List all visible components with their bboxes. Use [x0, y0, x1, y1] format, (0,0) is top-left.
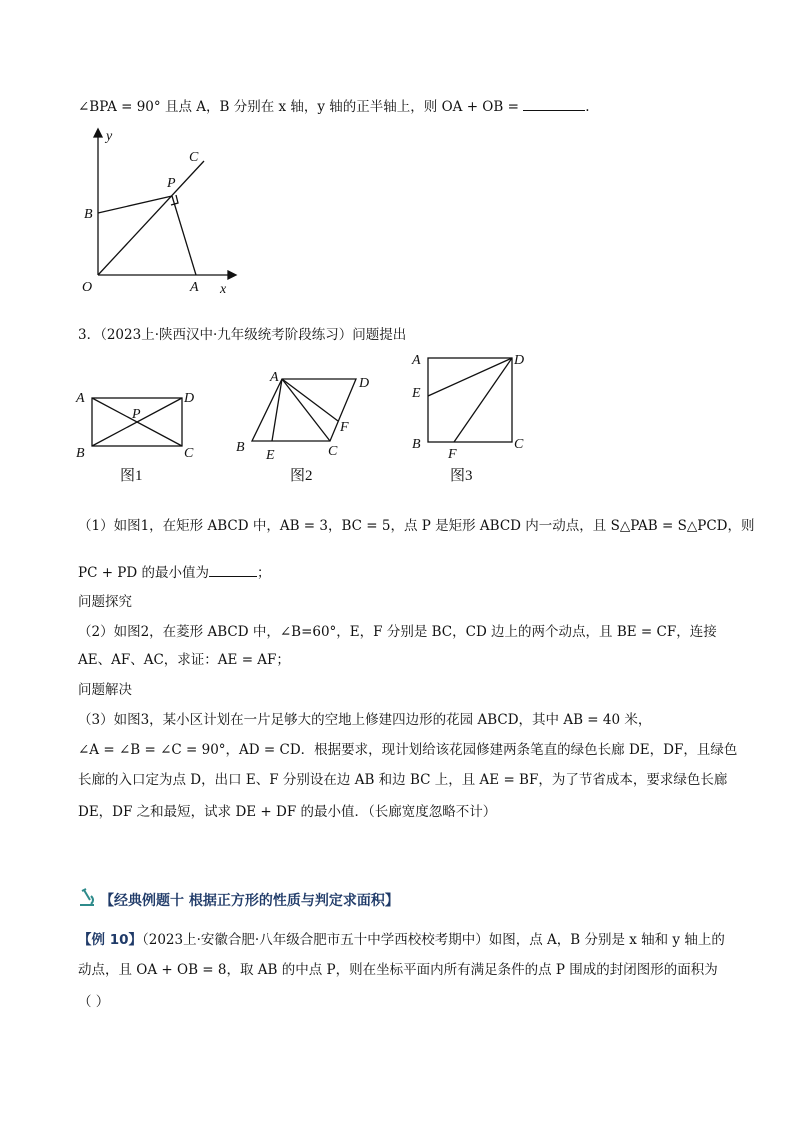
svg-text:P: P — [132, 407, 141, 422]
q2-text: ∠BPA = 90° 且点 A，B 分别在 x 轴，y 轴的正半轴上，则 OA + OB = — [78, 99, 524, 115]
svg-text:A: A — [76, 391, 85, 406]
svg-text:A: A — [412, 353, 421, 368]
q3-solve-label: 问题解决 — [78, 682, 132, 698]
svg-text:E: E — [266, 448, 275, 463]
figure-2 — [232, 365, 382, 483]
q3-part1-line1: （1）如图1，在矩形 ABCD 中，AB = 3，BC = 5，点 P 是矩形 ABCD 内一动点，且 S△PAB = S△PCD，则 — [78, 518, 755, 534]
answer-blank — [209, 562, 257, 577]
label-y: y — [106, 129, 113, 144]
label-p: P — [167, 176, 176, 191]
example-tag: 【例 10】 — [78, 932, 142, 948]
segment-pa — [172, 196, 196, 275]
svg-text:D: D — [184, 391, 195, 406]
figure-3 — [406, 350, 536, 483]
svg-text:B: B — [412, 437, 421, 452]
q3-part3-line1: （3）如图3，某小区计划在一片足够大的空地上修建四边形的花园 ABCD，其中 AB = 40 米， — [78, 712, 652, 728]
label-a: A — [190, 280, 199, 295]
line-oc — [98, 161, 204, 275]
x-axis-arrow-icon — [228, 271, 236, 279]
example10-line3: （ ） — [78, 994, 110, 1010]
svg-text:F: F — [448, 447, 457, 462]
label-b: B — [84, 207, 93, 222]
q2-line1: ∠BPA = 90° 且点 A，B 分别在 x 轴，y 轴的正半轴上，则 OA + OB = . — [78, 96, 590, 117]
label-x: x — [220, 282, 227, 297]
section-title: 【经典例题十 根据正方形的性质与判定求面积】 — [100, 893, 399, 909]
square-abcd — [428, 358, 512, 442]
label-c: C — [189, 150, 199, 165]
svg-text:D: D — [514, 353, 525, 368]
microscope-icon — [76, 886, 98, 908]
svg-text:B: B — [76, 446, 85, 461]
svg-text:F: F — [340, 420, 349, 435]
fig1-caption: 图1 — [120, 468, 143, 484]
fig2-caption: 图2 — [290, 468, 313, 483]
segment-bp — [98, 196, 172, 213]
q3-part2-line1: （2）如图2，在菱形 ABCD 中，∠B=60°，E，F 分别是 BC，CD 边上的两个动点，且 BE = CF，连接 — [78, 624, 717, 640]
q3-explore-label: 问题探究 — [78, 594, 132, 610]
q3-heading: 3．（2023上·陕西汉中·九年级统考阶段练习）问题提出 — [78, 327, 407, 343]
svg-text:D: D — [359, 376, 370, 391]
svg-text:C: C — [328, 444, 338, 459]
q3-part2-line2: AE、AF、AC，求证：AE = AF； — [78, 652, 290, 668]
q3-part3-line3: 长廊的入口定为点 D，出口 E、F 分别设在边 AB 和边 BC 上，且 AE = BF，为了节省成本，要求绿色长廊 — [78, 772, 728, 788]
fig3-caption: 图3 — [450, 468, 473, 483]
svg-text:B: B — [236, 440, 245, 455]
svg-text:A: A — [270, 370, 279, 385]
svg-text:C: C — [514, 437, 524, 452]
y-axis-arrow-icon — [94, 129, 102, 137]
label-o: O — [82, 280, 93, 295]
example10-line1: 【例 10】（2023上·安徽合肥·八年级合肥市五十中学西校校考期中）如图，点 A，B 分别是 x 轴和 y 轴上的 — [78, 932, 725, 948]
figure-1 — [70, 380, 200, 488]
example10-line2: 动点，且 OA + OB = 8，取 AB 的中点 P，则在坐标平面内所有满足条件的点 P 围成的封闭图形的面积为 — [78, 962, 718, 978]
svg-text:C: C — [184, 446, 194, 461]
q3-part3-line4: DE，DF 之和最短，试求 DE + DF 的最小值．（长廊宽度忽略不计） — [78, 804, 497, 820]
axes-figure — [68, 125, 248, 297]
q3-part3-line2: ∠A = ∠B = ∠C = 90°，AD = CD．根据要求，现计划给该花园修建两条笔直的绿色长廊 DE，DF，且绿色 — [78, 742, 738, 758]
svg-text:E: E — [412, 386, 421, 401]
answer-blank — [523, 96, 585, 111]
q3-part1-line2: PC + PD 的最小值为 ； — [78, 562, 271, 583]
